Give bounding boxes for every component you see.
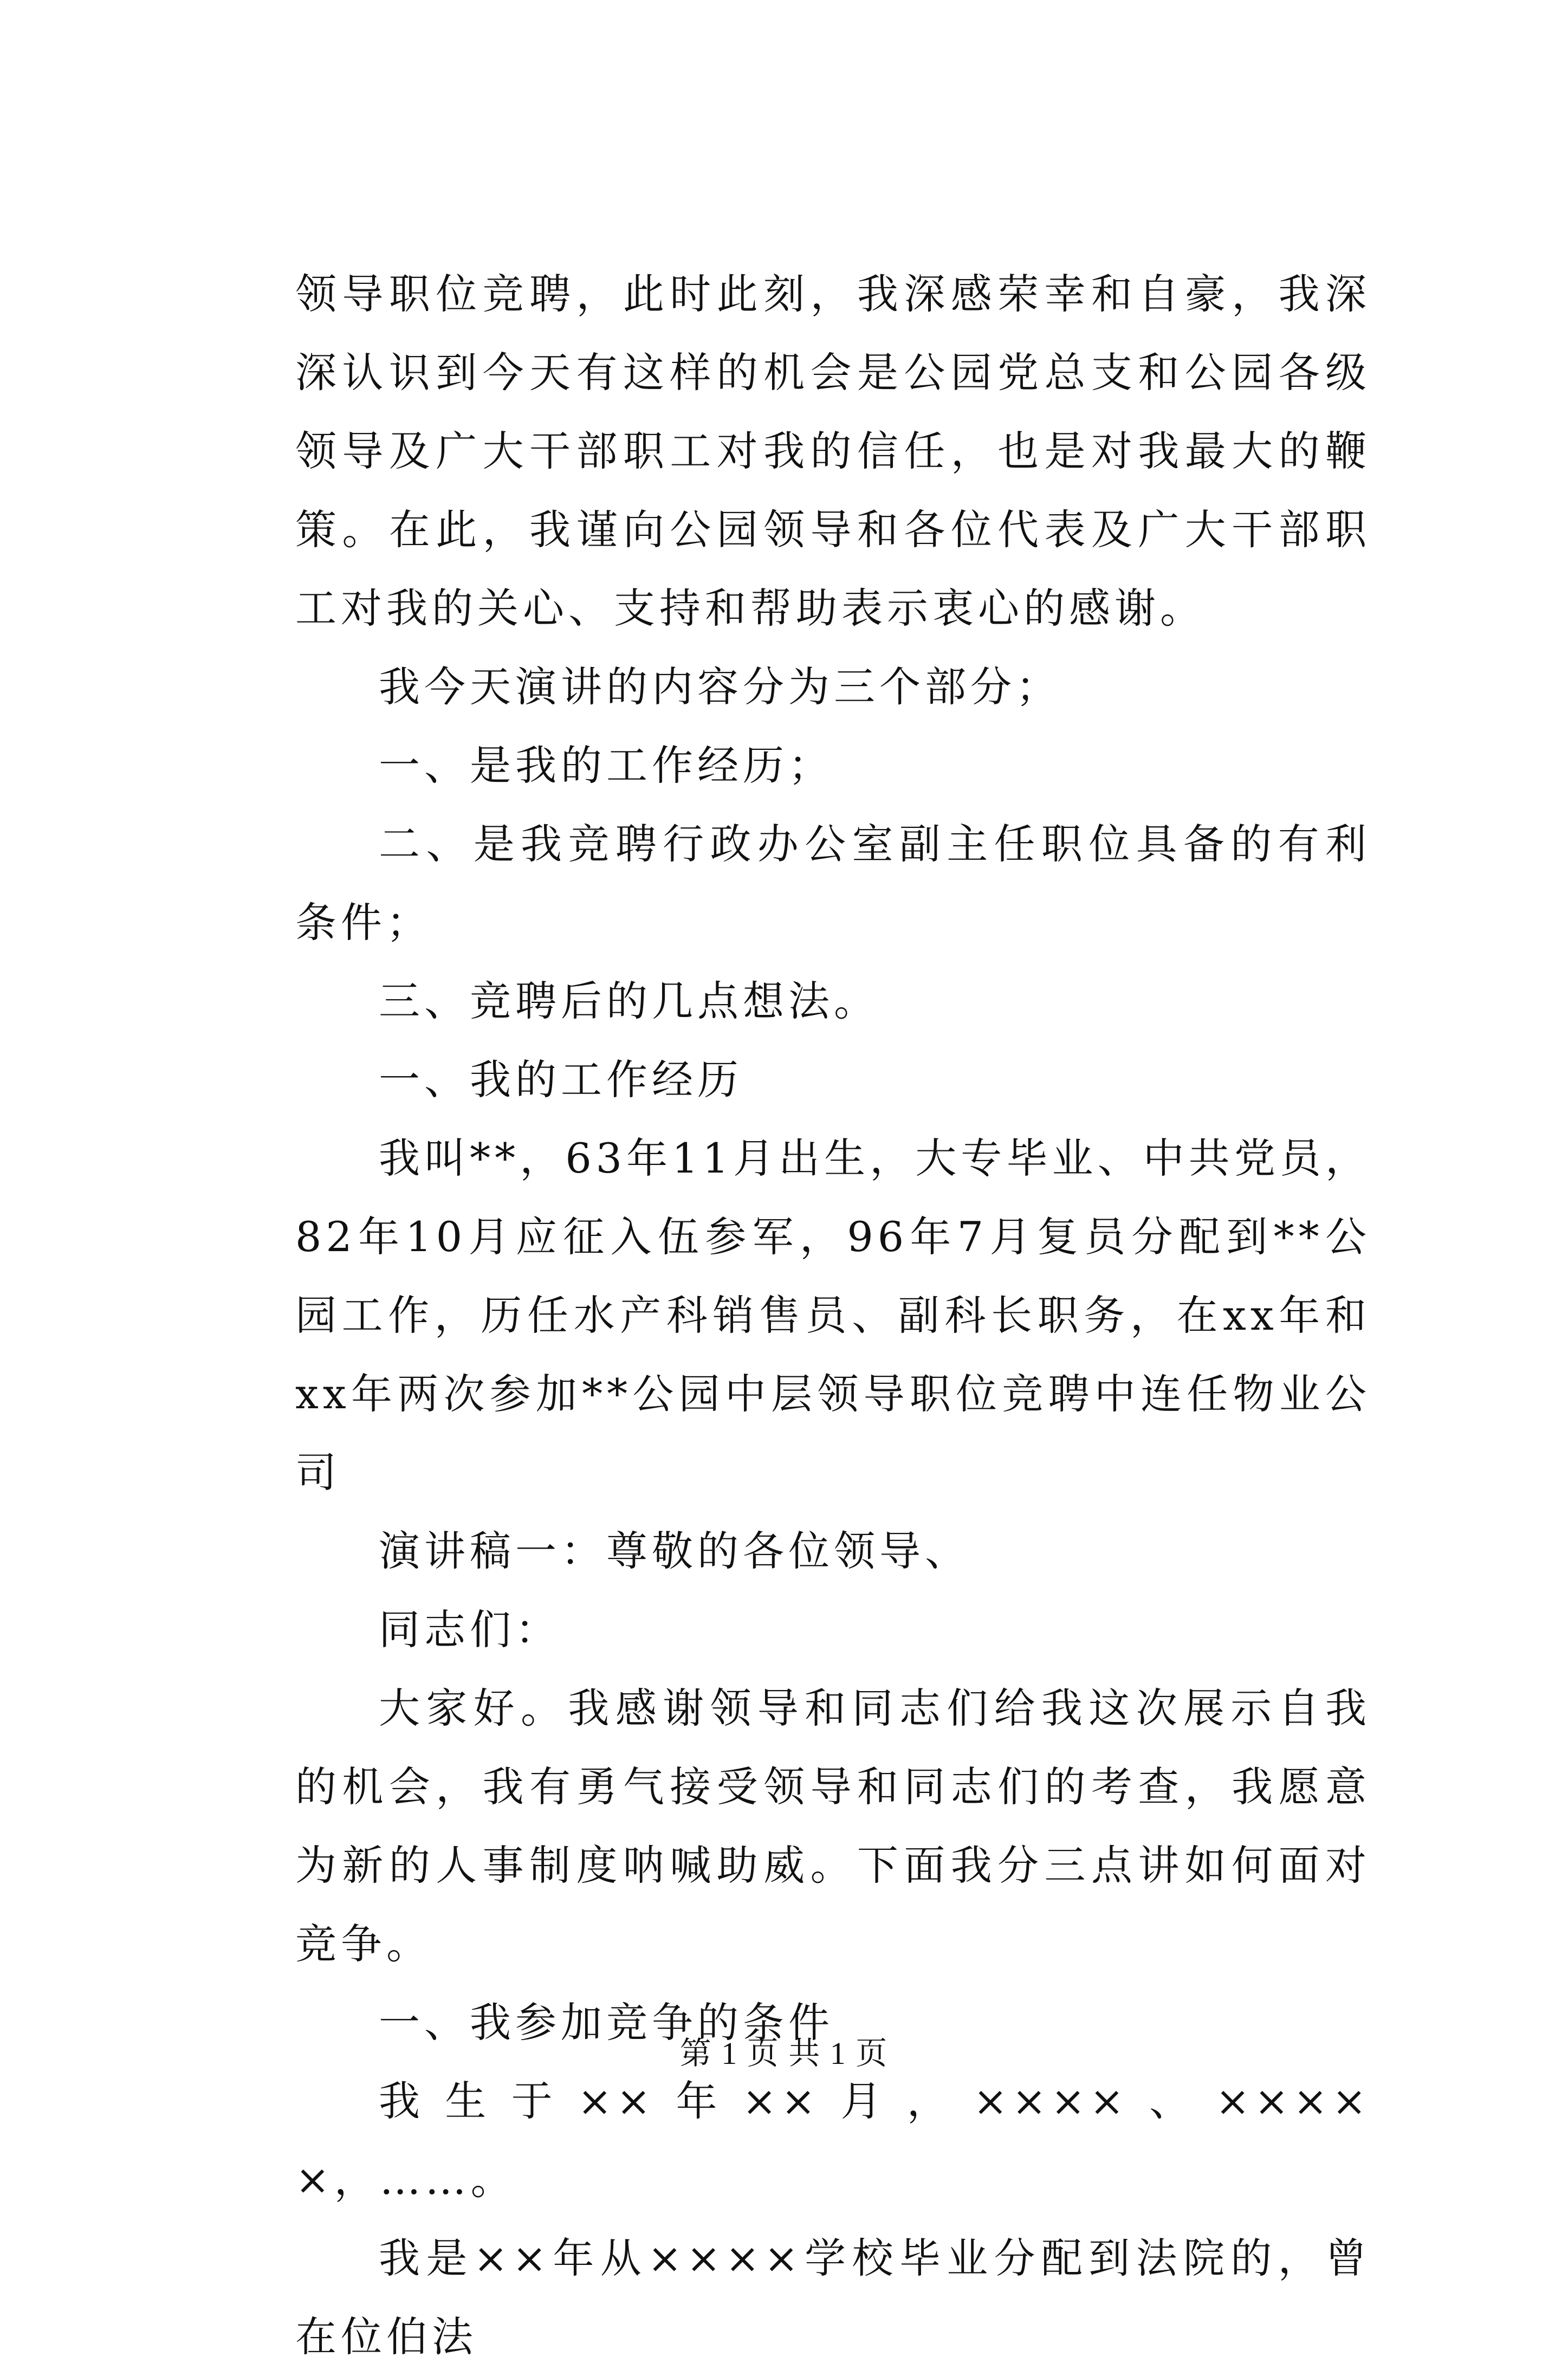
section-heading-work-experience: 一、我的工作经历 bbox=[379, 1056, 743, 1104]
paragraph-2: 我今天演讲的内容分为三个部分； bbox=[379, 663, 1061, 711]
speech-title: 演讲稿一：尊敬的各位领导、 bbox=[379, 1527, 970, 1575]
salutation: 同志们： bbox=[379, 1605, 561, 1654]
paragraph-13: 我是××年从××××学校毕业分配到法院的，曾在位伯法 bbox=[295, 2234, 1371, 2361]
paragraph-3: 一、是我的工作经历； bbox=[379, 741, 834, 789]
page-footer: 第 1 页 共 1 页 bbox=[679, 2036, 889, 2071]
section-heading-conditions: 一、我参加竞争的条件 bbox=[379, 1998, 834, 2047]
paragraph-4: 二、是我竞聘行政办公室副主任职位具备的有利条件； bbox=[295, 820, 1371, 947]
paragraph-10: 大家好。我感谢领导和同志们给我这次展示自我的机会，我有勇气接受领导和同志们的考查，我愿意为新的人事制度呐喊助威。下面我分三点讲如何面对竞争。 bbox=[295, 1684, 1371, 1968]
paragraph-12: 我生于××年××月，××××、×××××，……。 bbox=[295, 2077, 1371, 2204]
paragraph-7: 我叫**，63年11月出生，大专毕业、中共党员，82年10月应征入伍参军，96年7月复员分配到**公园工作，历任水产科销售员、副科长职务，在xx年和xx年两次参加**公园中层领导职位竞聘中连任物业公司 bbox=[295, 1134, 1371, 1497]
paragraph-1: 领导职位竞聘，此时此刻，我深感荣幸和自豪，我深深认识到今天有这样的机会是公园党总支和公园各级领导及广大干部职工对我的信任，也是对我最大的鞭策。在此，我谨向公园领导和各位代表及广大干部职工对我的关心、支持和帮助表示衷心的感谢。 bbox=[295, 270, 1371, 632]
paragraph-5: 三、竞聘后的几点想法。 bbox=[379, 977, 879, 1025]
